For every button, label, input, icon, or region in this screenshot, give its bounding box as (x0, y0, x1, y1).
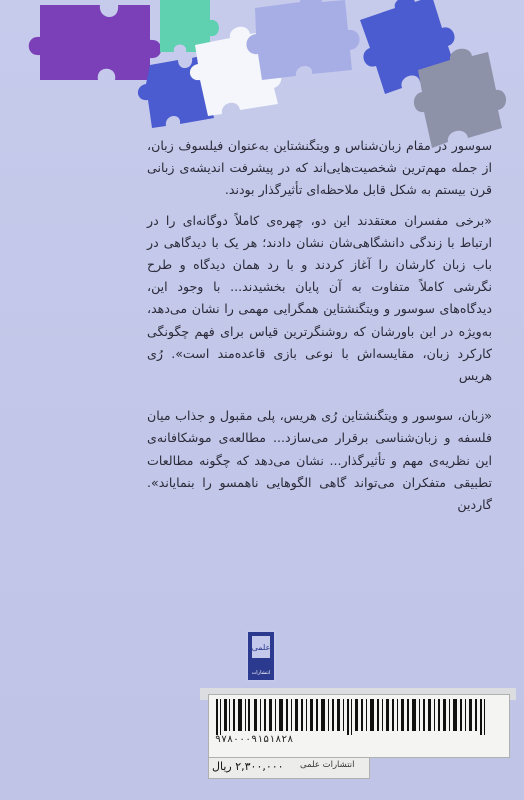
puzzle-piece-purple (29, 5, 162, 80)
publisher-logo (246, 630, 276, 682)
price-label: ۲,۳۰۰,۰۰۰ ریال (212, 760, 284, 773)
price-publisher: انتشارات علمی (300, 760, 355, 770)
logo-subtitle: انتشارات (251, 670, 271, 676)
paragraph-intro: سوسور در مقام زبان‌شناس و ویتگنشتاین به‌عنوان فیلسوف زبان، از جمله مهم‌ترین شخصیت‌هایی‌اند که در پیشرفت اندیشه‌ی زبانی قرن بیستم به شکل قابل ملاحظه‌ای تأثیرگذار بودند. (147, 138, 492, 198)
barcode-label (208, 694, 510, 758)
back-cover-text (147, 135, 492, 524)
paragraph-quote-harris: «برخی مفسران معتقدند این دو، چهره‌ی کاملاً دوگانه‌ای را در ارتباط با زندگی دانشگاهی‌شان نشان دادند؛ هر یک با دیدگاهی در باب زبان کارشان را آغاز کردند و با رد همان دیدگاه و طرح نگرشی کاملاً متفاوت به آن پایان بخشیدند... با وجود این، دیدگاه‌های سوسور و ویتگنشتاین همگرایی مهمی را نشان می‌دهد، به‌ویژه در این باورشان که روشنگرترین قیاس برای فهم چگونگی کارکرد زبان، مقایسه‌اش با نوعی بازی قاعده‌مند است». رُی هریس (147, 212, 492, 384)
barcode-bars (214, 699, 504, 735)
puzzle-piece-lilac (246, 0, 359, 80)
barcode-digits: ۹۷۸۰۰۰۹۱۵۱۸۲۸ (215, 734, 294, 745)
logo-word: علمی (251, 643, 271, 652)
paragraph-quote-guardian: «زبان، سوسور و ویتگنشتاین رُی هریس، پلی مقبول و جذاب میان فلسفه و زبان‌شناسی برقرار می‌سازد... مطالعه‌ی موشکافانه‌ی این نظریه‌ی مهم و تأثیرگذار... نشان می‌دهد که چگونه مطالعات تطبیقی متفکران می‌تواند گاهی الگوهایی ناهمسو را بنمایاند». گاردین (147, 408, 492, 513)
